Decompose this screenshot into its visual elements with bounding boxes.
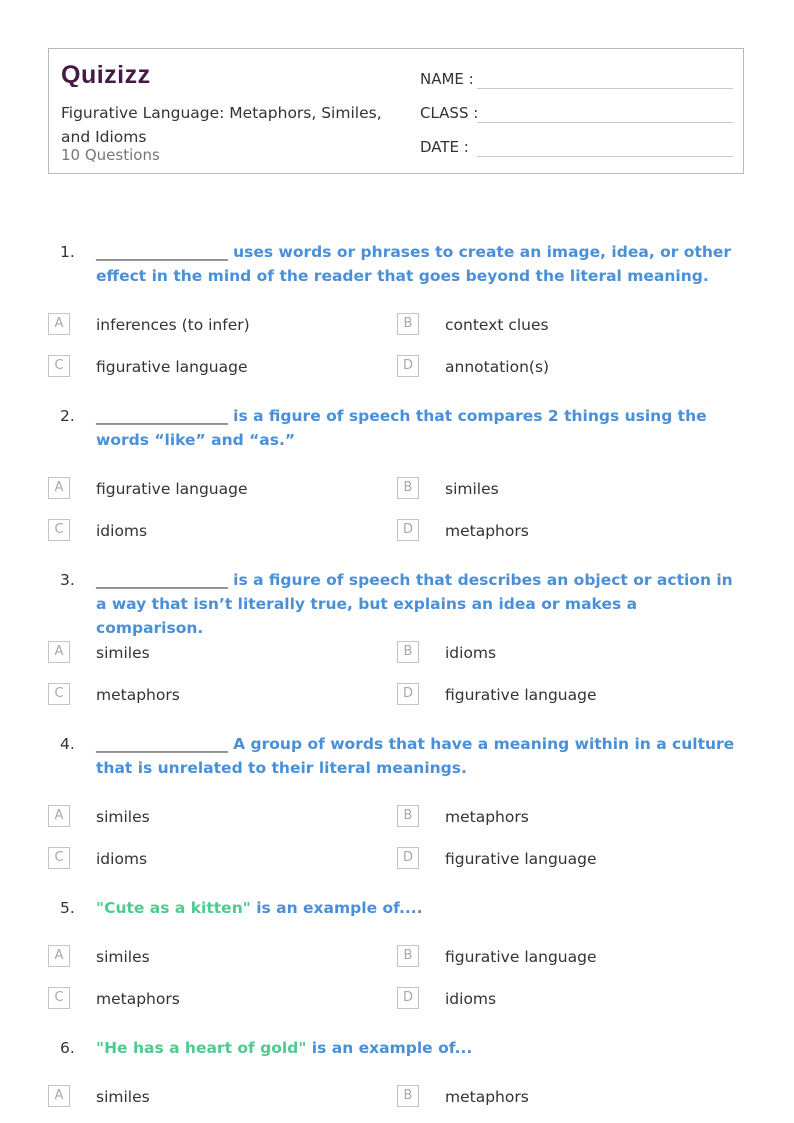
option-letter-box: C <box>48 519 70 541</box>
question-count: 10 Questions <box>61 146 160 164</box>
option-text: idioms <box>96 522 148 540</box>
option-letter-box: B <box>397 1085 419 1107</box>
option-text: metaphors <box>445 522 529 540</box>
option-letter-box: D <box>397 355 419 377</box>
option-text: annotation(s) <box>445 358 550 376</box>
quizizz-logo <box>61 61 151 87</box>
question-body: A group of words that have a meaning within in a culture that is unrelated to their literal meanings. <box>96 735 735 777</box>
option-letter-box: B <box>397 945 419 967</box>
answer-blank: _________________ <box>96 735 228 753</box>
date-line[interactable] <box>477 156 733 157</box>
question-text <box>96 1036 748 1060</box>
worksheet-header <box>48 48 744 174</box>
class-field[interactable] <box>420 103 733 127</box>
option-text: figurative language <box>445 686 597 704</box>
question-quote: "He has a heart of gold" <box>96 1039 307 1057</box>
question-body: is a figure of speech that compares 2 things using the words “like” and “as.” <box>96 407 707 449</box>
option-letter-box: A <box>48 313 70 335</box>
question-body: is an example of... <box>306 1039 473 1057</box>
question-text <box>96 404 748 452</box>
option-letter-box: C <box>48 847 70 869</box>
option-letter-box: D <box>397 847 419 869</box>
date-field[interactable] <box>420 137 733 161</box>
option-text: metaphors <box>96 686 180 704</box>
option-letter-box: A <box>48 945 70 967</box>
option-letter-box: D <box>397 683 419 705</box>
option-letter-box: D <box>397 519 419 541</box>
answer-blank: _________________ <box>96 407 228 425</box>
option-text: metaphors <box>445 1088 529 1106</box>
option-letter-box: A <box>48 1085 70 1107</box>
question-text <box>96 896 748 920</box>
option-text: figurative language <box>96 480 248 498</box>
option-text: similes <box>96 644 150 662</box>
question-number: 5. <box>60 899 75 917</box>
name-field[interactable] <box>420 69 733 93</box>
name-line[interactable] <box>477 88 733 89</box>
date-label: DATE : <box>420 138 469 156</box>
svg-text:Quizizz: Quizizz <box>61 61 151 87</box>
option-text: similes <box>96 1088 150 1106</box>
option-letter-box: D <box>397 987 419 1009</box>
option-letter-box: A <box>48 641 70 663</box>
option-letter-box: C <box>48 355 70 377</box>
option-letter-box: A <box>48 805 70 827</box>
question-number: 1. <box>60 243 75 261</box>
option-text: context clues <box>445 316 549 334</box>
option-text: metaphors <box>96 990 180 1008</box>
option-text: similes <box>445 480 499 498</box>
question-text <box>96 240 748 288</box>
class-label: CLASS : <box>420 104 479 122</box>
option-text: inferences (to infer) <box>96 316 250 334</box>
question-number: 4. <box>60 735 75 753</box>
question-number: 3. <box>60 571 75 589</box>
option-letter-box: B <box>397 805 419 827</box>
option-text: figurative language <box>445 850 597 868</box>
option-letter-box: B <box>397 313 419 335</box>
option-letter-box: A <box>48 477 70 499</box>
option-text: figurative language <box>96 358 248 376</box>
option-text: similes <box>96 808 150 826</box>
option-text: idioms <box>445 990 497 1008</box>
question-number: 2. <box>60 407 75 425</box>
worksheet-title: Figurative Language: Metaphors, Similes, and Idioms <box>61 104 382 146</box>
option-letter-box: C <box>48 683 70 705</box>
option-text: idioms <box>96 850 148 868</box>
option-letter-box: B <box>397 477 419 499</box>
option-letter-box: C <box>48 987 70 1009</box>
option-text: similes <box>96 948 150 966</box>
option-text: idioms <box>445 644 497 662</box>
question-text <box>96 568 748 640</box>
question-quote: "Cute as a kitten" <box>96 899 251 917</box>
question-text <box>96 732 748 780</box>
option-letter-box: B <box>397 641 419 663</box>
question-body: is an example of.... <box>250 899 423 917</box>
option-text: metaphors <box>445 808 529 826</box>
class-line[interactable] <box>477 122 733 123</box>
question-body: is a figure of speech that describes an object or action in a way that isn’t literally true, but explains an idea or makes a comparison. <box>96 571 733 637</box>
name-label: NAME : <box>420 70 474 88</box>
question-number: 6. <box>60 1039 75 1057</box>
option-text: figurative language <box>445 948 597 966</box>
answer-blank: _________________ <box>96 243 228 261</box>
answer-blank: _________________ <box>96 571 228 589</box>
question-body: uses words or phrases to create an image, idea, or other effect in the mind of the reader that goes beyond the literal meaning. <box>96 243 732 285</box>
